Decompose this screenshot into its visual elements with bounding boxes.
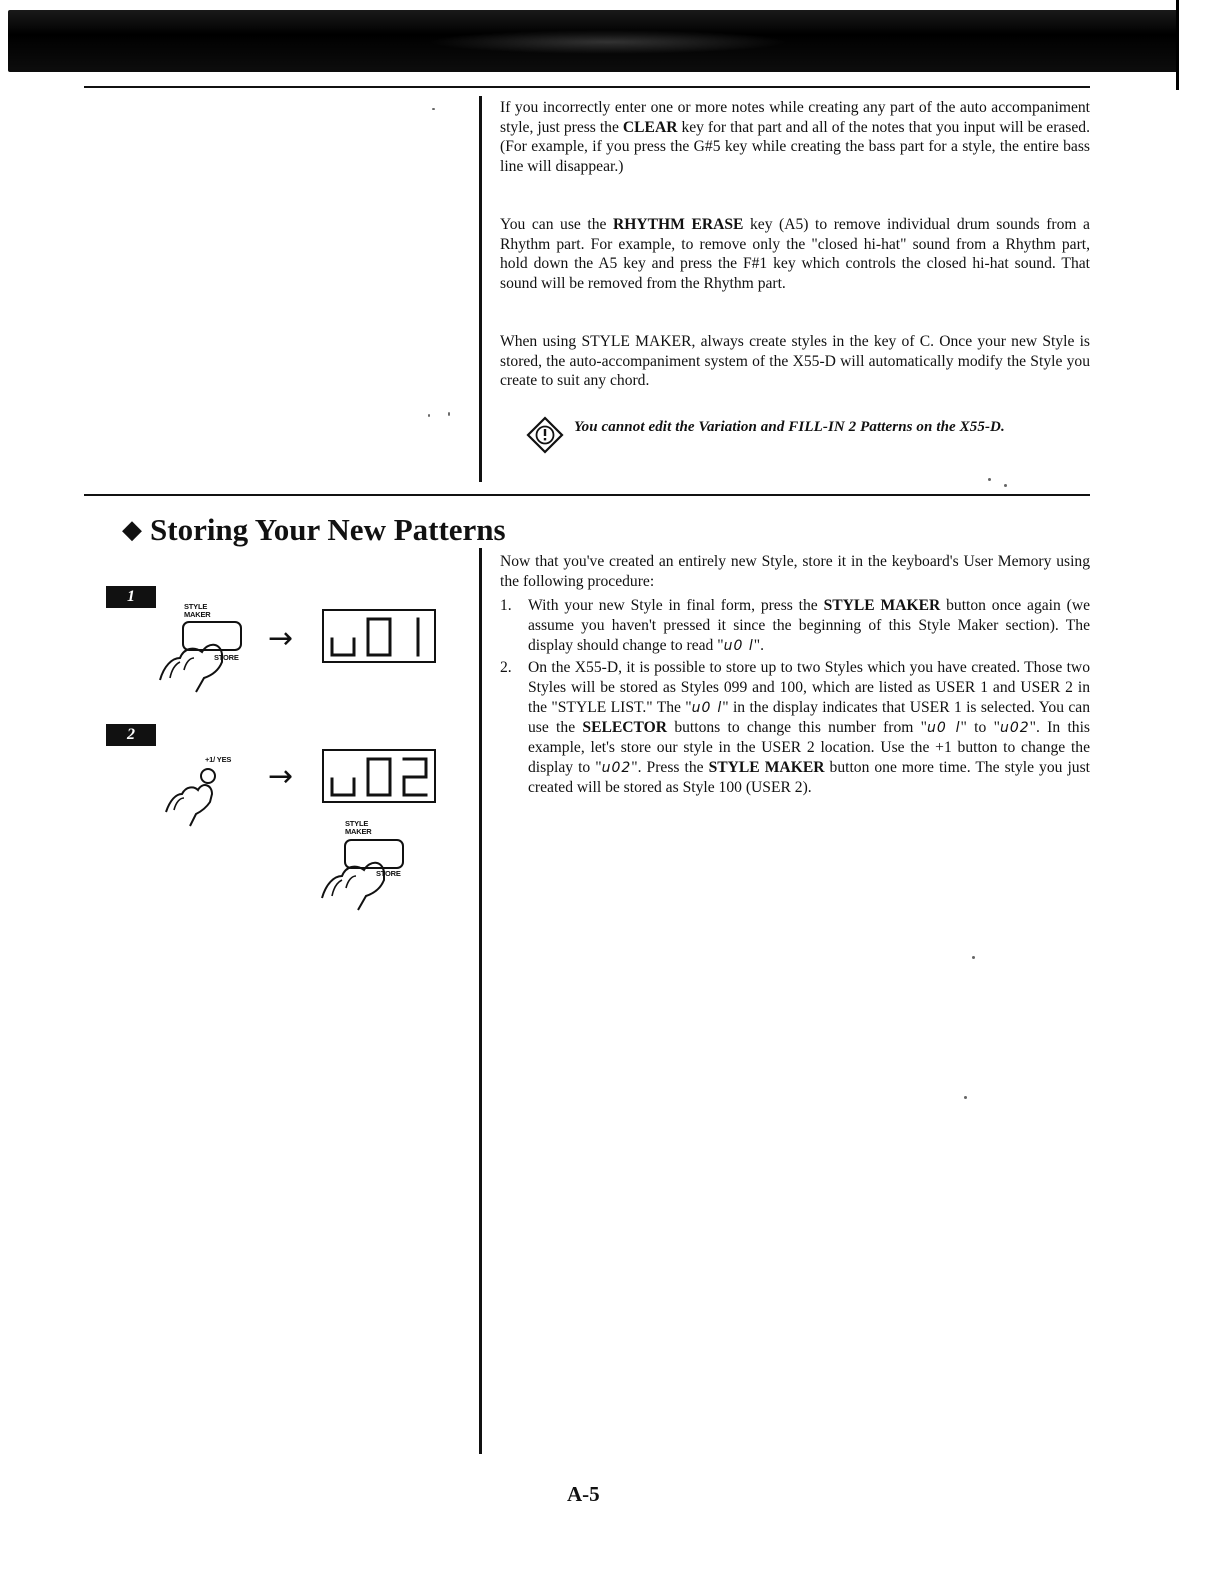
display-readout: u0 l — [691, 700, 723, 716]
header-edge-mark — [1176, 0, 1179, 90]
lcd-u02-digits — [324, 751, 434, 801]
style-maker-label: STYLE MAKER — [184, 602, 211, 619]
finger-press-style-maker-icon — [150, 618, 260, 698]
section-title-text: Storing Your New Patterns — [150, 512, 506, 547]
scan-speck — [432, 108, 435, 110]
scan-speck — [972, 956, 975, 959]
step-2-number: 2. — [500, 659, 512, 676]
scan-speck — [1004, 484, 1007, 487]
plus-one-yes-label: +1/ YES — [205, 755, 232, 764]
warning-note — [526, 416, 1086, 456]
exclamation-diamond-icon — [526, 416, 564, 454]
scan-speck — [964, 1096, 967, 1099]
page-number: A-5 — [567, 1482, 600, 1506]
top-rule — [84, 86, 1090, 88]
top-column-divider — [479, 96, 482, 482]
procedure-step-2: 2. On the X55-D, it is possible to store up to two Styles which you have created. Those two Styles will be stored as Styles 099 and 100, which are listed as USER 1 and USER 2 in the "STYLE LIST." The "u0 l" in the display indicates that USER 1 is selected. You can use the SELECTOR buttons to change this number from "u0 l" to "u02". In this example, let's store our style in the USER 2 location. Use the +1 button to change the display to "u02". Press the STYLE MAKER button one more time. The style you just created will be stored as Style 100 (USER 2). — [500, 659, 1090, 796]
header-smudge — [428, 30, 788, 54]
scan-speck — [988, 478, 991, 481]
style-maker-label-2: STYLE MAKER — [345, 819, 372, 836]
lcd-display-u02 — [322, 749, 436, 803]
section-bullet: ◆ — [122, 515, 142, 544]
display-readout: u0 l — [723, 638, 754, 654]
warning-text: You cannot edit the Variation and FILL-IN 2 Patterns on the X55-D. — [574, 419, 1005, 435]
arrow-1: → — [268, 621, 294, 656]
bottom-column-divider — [479, 548, 482, 1454]
display-readout: u0 l — [927, 720, 961, 736]
lcd-display-u01 — [322, 609, 436, 663]
step-badge-1: 1 — [106, 586, 156, 608]
step-badge-2: 2 — [106, 724, 156, 746]
section-rule — [84, 494, 1090, 496]
finger-press-plus-one-icon — [160, 766, 230, 828]
scan-speck — [448, 412, 450, 416]
finger-press-store-icon — [312, 836, 422, 916]
store-label-2: STORE — [376, 869, 401, 878]
header-band — [8, 10, 1178, 72]
procedure-intro: Now that you've created an entirely new Style, store it in the keyboard's User Memory using the following procedure: — [500, 553, 1090, 590]
paragraph-rhythm-erase: You can use the RHYTHM ERASE key (A5) to remove individual drum sounds from a Rhythm part. For example, to remove only the "closed hi-hat" sound from a Rhythm part, hold down the A5 key and press the F#1 key which controls the closed hi-hat sound. That sound will be removed from the Rhythm part. — [500, 216, 1090, 292]
paragraph-clear-key: If you incorrectly enter one or more notes while creating any part of the auto accompaniment style, just press the CLEAR key for that part and all of the notes that you input will be erased. (For example, if you press the G#5 key while creating the bass part for a style, the entire bass line will disappear.) — [500, 99, 1090, 175]
display-readout: u02 — [601, 760, 632, 776]
paragraph-key-of-c: When using STYLE MAKER, always create styles in the key of C. Once your new Style is stored, the auto-accompaniment system of the X55-D will automatically modify the Style you create to suit any chord. — [500, 333, 1090, 390]
arrow-2: → — [268, 759, 294, 794]
store-label: STORE — [214, 653, 239, 662]
procedure-steps — [500, 596, 1090, 800]
scan-speck — [428, 414, 430, 417]
step-1-number: 1. — [500, 597, 512, 614]
section-title — [122, 512, 506, 548]
procedure-step-1: 1. With your new Style in final form, press the STYLE MAKER button once again (we assume you haven't pressed it since the beginning of this Style Maker section). The display should change to read "u0 l". — [500, 597, 1091, 654]
lcd-u01-digits — [324, 611, 434, 661]
display-readout: u02 — [999, 720, 1030, 736]
